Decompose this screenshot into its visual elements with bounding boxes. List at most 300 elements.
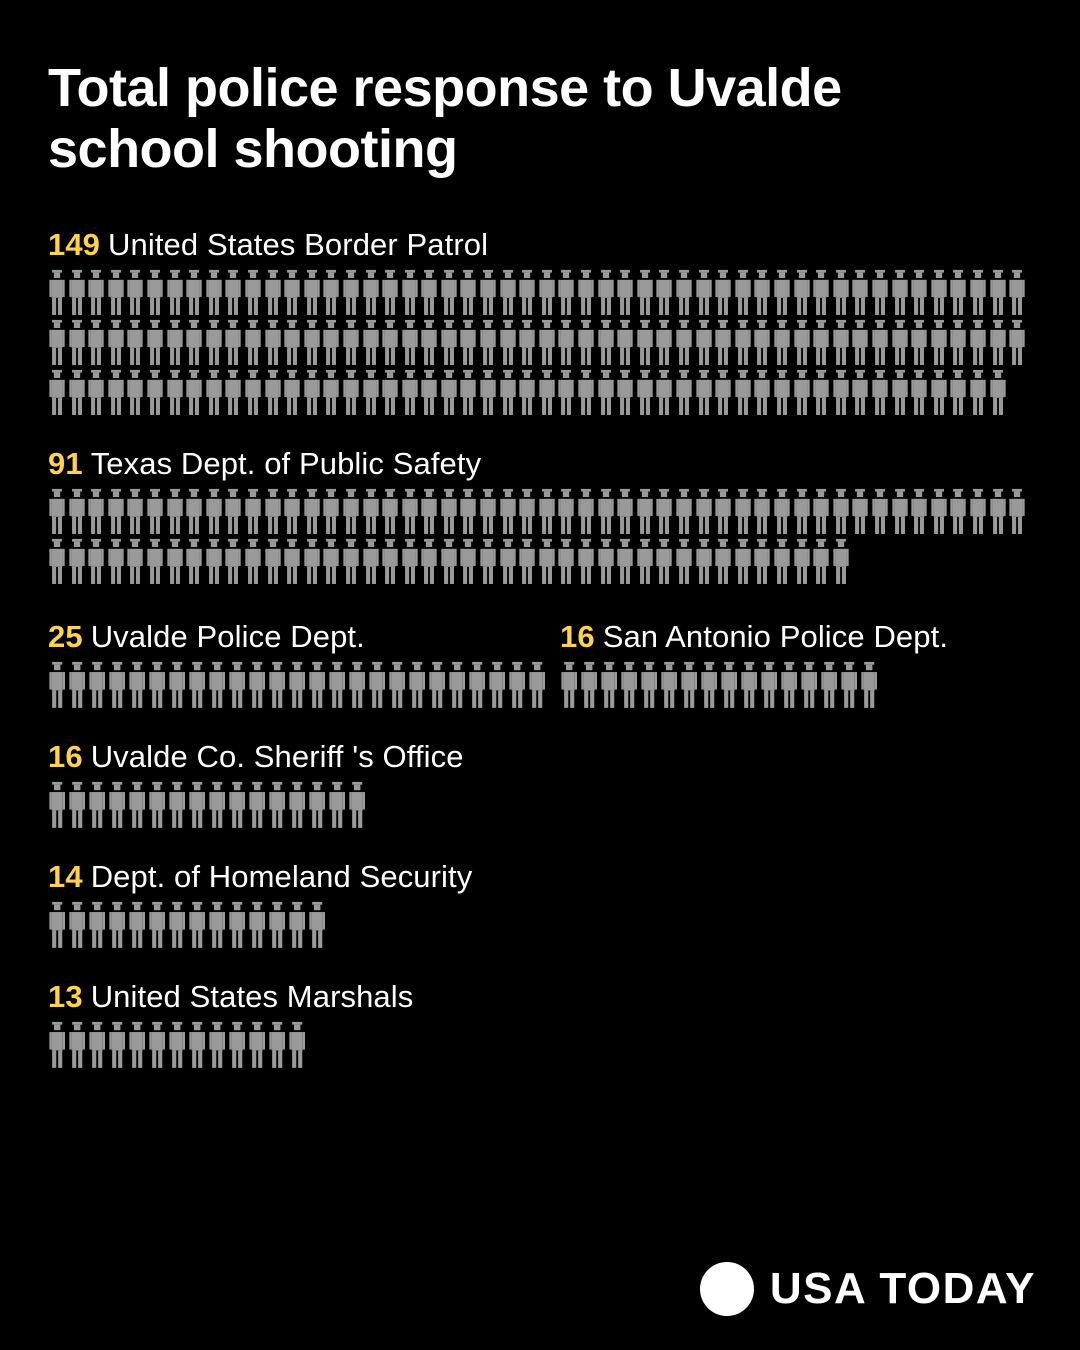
person-icon-slot (205, 319, 225, 369)
person-icon-slot (851, 319, 871, 369)
person-icon (508, 661, 526, 709)
person-icon-slot (146, 319, 166, 369)
person-icon-slot (577, 269, 597, 319)
person-icon (248, 781, 266, 829)
person-icon (244, 369, 262, 416)
person-icon-slot (793, 369, 813, 419)
person-icon (930, 369, 948, 416)
person-icon (499, 488, 517, 535)
person-icon (244, 269, 262, 316)
person-icon-slot (188, 1021, 208, 1072)
person-icon-slot (695, 369, 715, 419)
person-icon (871, 488, 889, 535)
person-icon (655, 538, 673, 585)
person-icon-slot (128, 901, 148, 952)
person-icon (734, 538, 752, 585)
person-icon-slot (1008, 488, 1028, 538)
person-icon (308, 661, 326, 709)
person-icon-slot (891, 319, 911, 369)
group-count: 25 (48, 618, 83, 654)
person-icon-slot (518, 488, 538, 538)
person-icon (557, 369, 575, 416)
person-icon (87, 269, 105, 316)
person-icon-slot (283, 369, 303, 419)
person-icon-slot (636, 538, 656, 588)
person-icon-slot (812, 269, 832, 319)
person-icon (264, 369, 282, 416)
person-icon-slot (303, 369, 323, 419)
person-icon (205, 319, 223, 366)
person-icon (616, 538, 634, 585)
person-icon (577, 269, 595, 316)
person-icon (342, 538, 360, 585)
person-icon-slot (734, 538, 754, 588)
person-icon-slot (440, 319, 460, 369)
person-icon-slot (820, 661, 840, 712)
logo-circle-icon (700, 1262, 754, 1316)
person-icon-slot (205, 538, 225, 588)
person-icon-slot (401, 488, 421, 538)
person-icon (812, 319, 830, 366)
person-icon-slot (851, 269, 871, 319)
person-icon (126, 369, 144, 416)
person-icon-slot (224, 369, 244, 419)
person-icon-slot (401, 269, 421, 319)
person-icon (48, 269, 66, 316)
person-icon (303, 369, 321, 416)
person-icon (107, 488, 125, 535)
person-icon-slot (148, 1021, 168, 1072)
person-icon-slot (208, 901, 228, 952)
person-icon-slot (910, 269, 930, 319)
person-icon (636, 269, 654, 316)
person-icon (636, 488, 654, 535)
person-icon (557, 269, 575, 316)
group-name: San Antonio Police Dept. (602, 618, 949, 654)
group-count: 14 (48, 858, 83, 894)
person-icon-slot (128, 781, 148, 832)
person-icon-slot (793, 269, 813, 319)
person-icon (244, 538, 262, 585)
person-icon (205, 538, 223, 585)
person-icon (381, 488, 399, 535)
person-icon (401, 538, 419, 585)
person-icon (87, 488, 105, 535)
person-icon-slot (420, 538, 440, 588)
person-icon (107, 269, 125, 316)
person-icon-slot (381, 369, 401, 419)
person-icon (793, 538, 811, 585)
person-icon-slot (108, 781, 128, 832)
person-icon (800, 661, 818, 709)
group-uvalde-police (48, 618, 560, 712)
person-icon-slot (499, 488, 519, 538)
person-icon (459, 319, 477, 366)
person-icon (675, 369, 693, 416)
person-icon-slot (734, 488, 754, 538)
person-icon-slot (620, 661, 640, 712)
person-icon-slot (930, 488, 950, 538)
person-icon (773, 369, 791, 416)
person-icon-slot (989, 488, 1009, 538)
person-icon-slot (224, 319, 244, 369)
person-icon-slot (420, 269, 440, 319)
person-icon-slot (538, 319, 558, 369)
person-icon-slot (440, 538, 460, 588)
person-icon (930, 488, 948, 535)
person-icon (188, 781, 206, 829)
person-icon (420, 488, 438, 535)
person-icon-slot (48, 538, 68, 588)
person-icon-slot (636, 488, 656, 538)
person-icon-slot (734, 319, 754, 369)
person-icon-slot (538, 538, 558, 588)
person-icon (714, 538, 732, 585)
person-icon (322, 269, 340, 316)
person-icon (753, 538, 771, 585)
person-icon (166, 269, 184, 316)
group-texas-dps (48, 445, 1032, 588)
person-icon (362, 319, 380, 366)
person-icon (268, 901, 286, 949)
person-icon (264, 319, 282, 366)
person-icon-slot (560, 661, 580, 712)
person-icon (695, 488, 713, 535)
person-icon-slot (459, 538, 479, 588)
person-icon-slot (420, 369, 440, 419)
person-icon-slot (557, 538, 577, 588)
person-icon-slot (580, 661, 600, 712)
person-icon-slot (459, 488, 479, 538)
person-icon (420, 269, 438, 316)
logo-text: USA TODAY (769, 1264, 1036, 1313)
person-icon (891, 488, 909, 535)
person-icon-slot (148, 781, 168, 832)
person-icon (264, 488, 282, 535)
person-icon-slot (148, 901, 168, 952)
person-icon-slot (342, 369, 362, 419)
person-icon (408, 661, 426, 709)
person-icon (401, 488, 419, 535)
person-icon-slot (188, 901, 208, 952)
person-icon-slot (675, 319, 695, 369)
person-icon-slot (268, 661, 288, 712)
person-icon (283, 369, 301, 416)
person-icon-slot (208, 661, 228, 712)
group-label (48, 738, 1032, 775)
person-icon-slot (185, 538, 205, 588)
person-icon-slot (328, 781, 348, 832)
person-icon-slot (68, 369, 88, 419)
person-icon-slot (518, 538, 538, 588)
person-icon-slot (368, 661, 388, 712)
group-label (48, 978, 1032, 1015)
person-icon (753, 369, 771, 416)
person-icon-slot (891, 269, 911, 319)
person-icon (1008, 488, 1026, 535)
person-icon-slot (655, 538, 675, 588)
person-icon (224, 488, 242, 535)
person-icon-slot (68, 1021, 88, 1072)
person-icon-slot (1008, 269, 1028, 319)
person-icon-slot (528, 661, 548, 712)
person-icon-slot (538, 488, 558, 538)
person-icon (616, 488, 634, 535)
person-icon-slot (640, 661, 660, 712)
person-icon (860, 661, 878, 709)
person-icon-slot (88, 661, 108, 712)
person-icon-slot (871, 269, 891, 319)
person-icon-slot (166, 488, 186, 538)
person-icon-slot (860, 661, 880, 712)
person-icon (401, 369, 419, 416)
person-icon-slot (185, 269, 205, 319)
group-homeland-security (48, 858, 1032, 952)
person-icon (168, 901, 186, 949)
person-icon-slot (128, 661, 148, 712)
person-icon-slot (812, 319, 832, 369)
person-icon (499, 319, 517, 366)
person-icon (87, 538, 105, 585)
person-icon-slot (126, 488, 146, 538)
person-icon (1008, 319, 1026, 366)
person-icon (188, 901, 206, 949)
person-icon (479, 319, 497, 366)
person-icon (248, 661, 266, 709)
person-icon-slot (518, 269, 538, 319)
person-icon-slot (832, 269, 852, 319)
person-icon-slot (107, 538, 127, 588)
person-icon (580, 661, 598, 709)
pictogram-row (48, 269, 1028, 419)
person-icon-slot (362, 369, 382, 419)
person-icon-slot (248, 781, 268, 832)
person-icon-slot (655, 319, 675, 369)
person-icon (48, 319, 66, 366)
person-icon (616, 269, 634, 316)
person-icon-slot (577, 538, 597, 588)
person-icon-slot (636, 369, 656, 419)
person-icon-slot (148, 661, 168, 712)
person-icon (488, 661, 506, 709)
person-icon (362, 269, 380, 316)
page-title: Total police response to Uvalde school shooting (48, 58, 842, 180)
person-icon-slot (910, 369, 930, 419)
person-icon-slot (288, 901, 308, 952)
group-label (48, 618, 560, 655)
person-icon-slot (734, 369, 754, 419)
person-icon (288, 781, 306, 829)
person-icon (208, 781, 226, 829)
person-icon (479, 269, 497, 316)
person-icon-slot (362, 319, 382, 369)
person-icon-slot (812, 538, 832, 588)
person-icon (107, 369, 125, 416)
person-icon (910, 488, 928, 535)
person-icon (793, 369, 811, 416)
person-icon-slot (185, 369, 205, 419)
person-icon (871, 369, 889, 416)
person-icon (208, 901, 226, 949)
person-icon-slot (224, 269, 244, 319)
person-icon (224, 269, 242, 316)
person-icon-slot (675, 538, 695, 588)
person-icon-slot (244, 488, 264, 538)
person-icon-slot (695, 488, 715, 538)
group-label (48, 445, 1032, 482)
person-icon (88, 901, 106, 949)
person-icon (714, 269, 732, 316)
person-icon (107, 319, 125, 366)
person-icon (695, 369, 713, 416)
person-icon (949, 319, 967, 366)
person-icon-slot (362, 488, 382, 538)
person-icon-slot (479, 538, 499, 588)
person-icon (616, 369, 634, 416)
person-icon-slot (168, 901, 188, 952)
person-icon-slot (655, 488, 675, 538)
person-icon-slot (499, 269, 519, 319)
person-icon (560, 661, 578, 709)
person-icon (479, 538, 497, 585)
person-icon (851, 319, 869, 366)
person-icon (660, 661, 678, 709)
person-icon-slot (740, 661, 760, 712)
person-icon-slot (268, 1021, 288, 1072)
person-icon-slot (342, 488, 362, 538)
person-icon-slot (244, 269, 264, 319)
person-icon-slot (800, 661, 820, 712)
person-icon (773, 488, 791, 535)
person-icon (185, 319, 203, 366)
person-icon-slot (459, 319, 479, 369)
person-icon (128, 901, 146, 949)
person-icon-slot (303, 488, 323, 538)
person-icon-slot (636, 269, 656, 319)
person-icon (401, 319, 419, 366)
person-icon (700, 661, 718, 709)
person-icon (264, 538, 282, 585)
person-icon-slot (479, 319, 499, 369)
person-icon (208, 1021, 226, 1069)
person-icon (68, 488, 86, 535)
person-icon (734, 488, 752, 535)
person-icon (108, 1021, 126, 1069)
person-icon-slot (440, 269, 460, 319)
person-icon-slot (348, 661, 368, 712)
person-icon-slot (322, 538, 342, 588)
person-icon-slot (891, 369, 911, 419)
person-icon-slot (675, 488, 695, 538)
person-icon-slot (264, 488, 284, 538)
group-us-marshals (48, 978, 1032, 1072)
person-icon (720, 661, 738, 709)
person-icon-slot (48, 319, 68, 369)
person-icon (597, 538, 615, 585)
person-icon-slot (288, 781, 308, 832)
person-icon-slot (851, 488, 871, 538)
person-icon-slot (557, 369, 577, 419)
person-icon-slot (126, 269, 146, 319)
person-icon-slot (205, 269, 225, 319)
person-icon-slot (989, 319, 1009, 369)
person-icon (714, 319, 732, 366)
person-icon (248, 1021, 266, 1069)
person-icon-slot (381, 488, 401, 538)
person-icon (949, 369, 967, 416)
person-icon-slot (616, 369, 636, 419)
person-icon (185, 269, 203, 316)
person-icon-slot (228, 901, 248, 952)
person-icon-slot (600, 661, 620, 712)
person-icon-slot (780, 661, 800, 712)
person-icon (87, 319, 105, 366)
person-icon (518, 319, 536, 366)
person-icon (283, 538, 301, 585)
person-icon-slot (68, 488, 88, 538)
person-icon-slot (264, 369, 284, 419)
person-icon (479, 488, 497, 535)
person-icon-slot (205, 369, 225, 419)
person-icon (538, 269, 556, 316)
person-icon-slot (518, 319, 538, 369)
person-icon-slot (248, 661, 268, 712)
person-icon (228, 1021, 246, 1069)
person-icon-slot (362, 538, 382, 588)
person-icon-slot (268, 901, 288, 952)
person-icon (734, 369, 752, 416)
person-icon-slot (577, 369, 597, 419)
person-icon-slot (146, 269, 166, 319)
group-name: Texas Dept. of Public Safety (90, 445, 482, 481)
person-icon-slot (68, 269, 88, 319)
person-icon (832, 538, 850, 585)
person-icon (126, 488, 144, 535)
person-icon (148, 1021, 166, 1069)
person-icon-slot (108, 901, 128, 952)
person-icon-slot (68, 538, 88, 588)
person-icon (87, 369, 105, 416)
person-icon (695, 319, 713, 366)
person-icon (224, 538, 242, 585)
person-icon-slot (420, 319, 440, 369)
person-icon-slot (166, 369, 186, 419)
person-icon (440, 319, 458, 366)
person-icon-slot (168, 781, 188, 832)
group-pair-row (48, 618, 1032, 712)
person-icon-slot (283, 269, 303, 319)
person-icon-slot (793, 488, 813, 538)
person-icon-slot (891, 488, 911, 538)
person-icon (518, 269, 536, 316)
person-icon (655, 269, 673, 316)
person-icon-slot (381, 538, 401, 588)
person-icon-slot (188, 781, 208, 832)
person-icon-slot (695, 538, 715, 588)
person-icon-slot (208, 1021, 228, 1072)
person-icon-slot (448, 661, 468, 712)
person-icon (303, 538, 321, 585)
group-label (48, 858, 1032, 895)
person-icon-slot (840, 661, 860, 712)
person-icon (930, 319, 948, 366)
person-icon-slot (538, 269, 558, 319)
person-icon (328, 661, 346, 709)
person-icon (499, 369, 517, 416)
person-icon (107, 538, 125, 585)
person-icon (528, 661, 546, 709)
person-icon (773, 319, 791, 366)
